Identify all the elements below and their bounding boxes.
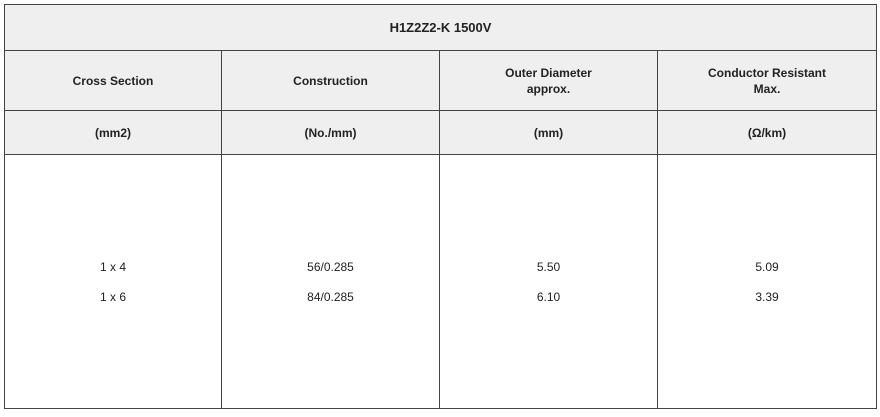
header-conductor-resistant-sublabel: Max. xyxy=(753,81,781,96)
conductor-resistant-values xyxy=(658,155,877,409)
data-row xyxy=(5,155,877,409)
unit-row xyxy=(5,111,877,155)
construction-value-1: 56/0.285 xyxy=(307,259,354,274)
construction-values xyxy=(222,155,440,409)
outer-diameter-values xyxy=(440,155,658,409)
header-cross-section xyxy=(5,51,222,111)
header-row xyxy=(5,51,877,111)
header-outer-diameter-label: Outer Diameter xyxy=(505,65,592,80)
cross-section-value-2: 1 x 6 xyxy=(99,289,126,304)
cross-section-values xyxy=(5,155,222,409)
header-construction-label: Construction xyxy=(293,73,368,88)
header-cross-section-label: Cross Section xyxy=(72,73,154,88)
header-construction xyxy=(222,51,440,111)
cross-section-value-1: 1 x 4 xyxy=(99,259,126,274)
unit-construction: (No./mm) xyxy=(222,111,440,155)
title-row xyxy=(5,5,877,51)
outer-diameter-value-2: 6.10 xyxy=(536,289,561,304)
table-title: H1Z2Z2-K 1500V xyxy=(5,5,877,51)
conductor-resistant-value-2: 3.39 xyxy=(755,289,779,304)
conductor-resistant-value-1: 5.09 xyxy=(755,259,779,274)
unit-cross-section: (mm2) xyxy=(5,111,222,155)
header-outer-diameter xyxy=(440,51,658,111)
unit-conductor-resistant: (Ω/km) xyxy=(658,111,877,155)
header-outer-diameter-sublabel: approx. xyxy=(526,81,571,96)
spec-table xyxy=(4,4,877,409)
header-conductor-resistant xyxy=(658,51,877,111)
outer-diameter-value-1: 5.50 xyxy=(536,259,561,274)
unit-outer-diameter: (mm) xyxy=(440,111,658,155)
construction-value-2: 84/0.285 xyxy=(307,289,354,304)
header-conductor-resistant-label: Conductor Resistant xyxy=(708,65,827,80)
